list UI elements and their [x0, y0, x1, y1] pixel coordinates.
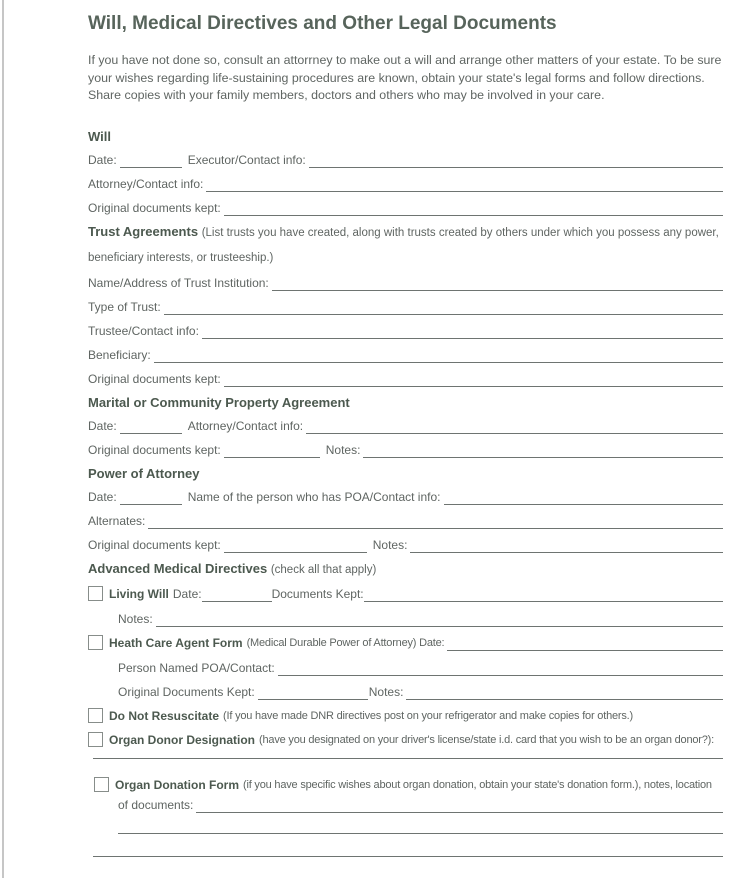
- health-agent-notes-line[interactable]: [406, 686, 723, 700]
- marital-notes-label: Notes:: [325, 442, 361, 457]
- health-agent-person-label: Person Named POA/Contact:: [118, 660, 275, 675]
- dnr-checkbox[interactable]: [88, 708, 103, 723]
- organ-donor-note: (have you designated on your driver's license/state i.d. card that you wish to be an organ donor?):: [259, 733, 714, 746]
- poa-name-line[interactable]: [444, 491, 724, 505]
- poa-date-label: Date:: [88, 489, 117, 504]
- section-heading-marital: Marital or Community Property Agreement: [88, 394, 350, 410]
- marital-date-line[interactable]: [120, 420, 182, 434]
- health-agent-docs-row: [118, 683, 723, 700]
- donation-form-row: [94, 776, 723, 793]
- poa-alternates-line[interactable]: [148, 515, 723, 529]
- trust-beneficiary-label: Beneficiary:: [88, 347, 151, 362]
- trust-trustee-row: [88, 322, 723, 339]
- poa-alternates-label: Alternates:: [88, 513, 146, 528]
- trust-heading-label: Trust Agreements: [88, 223, 199, 239]
- will-original-docs-row: [88, 199, 723, 216]
- marital-original-docs-label: Original documents kept:: [88, 442, 221, 457]
- organ-donor-row: [88, 731, 723, 748]
- living-will-checkbox[interactable]: [88, 586, 103, 601]
- trust-beneficiary-row: [88, 346, 723, 363]
- health-agent-notes-label: Notes:: [368, 684, 404, 699]
- dnr-row: [88, 707, 723, 724]
- organ-donor-checkbox[interactable]: [88, 732, 103, 747]
- marital-date-attorney-row: [88, 417, 723, 434]
- bottom-blank-line[interactable]: [93, 856, 723, 857]
- living-will-date-label: Date:: [172, 586, 202, 601]
- living-will-notes-label: Notes:: [118, 611, 153, 626]
- trust-name-address-label: Name/Address of Trust Institution:: [88, 275, 269, 290]
- will-original-docs-label: Original documents kept:: [88, 200, 221, 215]
- marital-attorney-line[interactable]: [306, 420, 723, 434]
- trust-heading-line2: [88, 250, 723, 267]
- organ-donor-label: Organ Donor Designation: [109, 732, 256, 747]
- will-executor-line[interactable]: [309, 154, 723, 168]
- page-title: Will, Medical Directives and Other Legal Documents: [88, 13, 557, 34]
- health-agent-person-row: [118, 659, 723, 676]
- health-agent-row: [88, 634, 723, 651]
- trust-type-line[interactable]: [164, 301, 723, 315]
- marital-original-docs-line[interactable]: [224, 444, 320, 458]
- poa-date-line[interactable]: [120, 491, 182, 505]
- poa-original-docs-label: Original documents kept:: [88, 537, 221, 552]
- organ-donor-answer-line[interactable]: [93, 758, 723, 759]
- amd-heading-note: (check all that apply): [270, 563, 377, 576]
- section-heading-amd: [88, 560, 723, 579]
- will-attorney-row: [88, 175, 723, 192]
- trust-heading-note2: beneficiary interests, or trusteeship.): [88, 251, 274, 264]
- donation-form-label: Organ Donation Form: [115, 777, 239, 792]
- dnr-note: (If you have made DNR directives post on your refrigerator and make copies for others.): [223, 709, 633, 722]
- health-agent-person-line[interactable]: [278, 662, 723, 676]
- trust-heading-note1: (List trusts you have created, along with trusts created by others under which you possess any power,: [201, 226, 719, 239]
- poa-date-name-row: [88, 488, 723, 505]
- trust-name-address-row: [88, 274, 723, 291]
- form-content: [88, 13, 723, 857]
- will-executor-label: Executor/Contact info:: [187, 152, 306, 167]
- health-agent-checkbox[interactable]: [88, 635, 103, 650]
- marital-attorney-label: Attorney/Contact info:: [187, 418, 304, 433]
- donation-form-note: (if you have specific wishes about organ donation, obtain your state's donation form.), notes, location: [243, 778, 712, 791]
- poa-alternates-row: [88, 512, 723, 529]
- will-date-executor-row: [88, 151, 723, 168]
- poa-original-docs-line[interactable]: [224, 539, 367, 553]
- section-heading-trust: [88, 223, 723, 267]
- health-agent-label: Heath Care Agent Form: [109, 635, 243, 650]
- health-agent-docs-label: Original Documents Kept:: [118, 684, 255, 699]
- will-attorney-label: Attorney/Contact info:: [88, 176, 204, 191]
- living-will-docs-label: Documents Kept:: [271, 586, 364, 601]
- marital-docs-notes-row: [88, 441, 723, 458]
- donation-form-checkbox[interactable]: [94, 777, 109, 792]
- donation-form-extra-line[interactable]: [118, 833, 723, 834]
- donation-form-documents-row: [118, 796, 723, 813]
- marital-notes-line[interactable]: [363, 444, 723, 458]
- living-will-label: Living Will: [109, 586, 169, 601]
- living-will-docs-line[interactable]: [364, 588, 723, 602]
- trust-original-docs-label: Original documents kept:: [88, 371, 221, 386]
- will-original-docs-line[interactable]: [224, 202, 723, 216]
- donation-form-note2: of documents:: [118, 797, 194, 812]
- section-heading-poa: Power of Attorney: [88, 465, 200, 481]
- trust-name-address-line[interactable]: [272, 277, 723, 291]
- trust-trustee-label: Trustee/Contact info:: [88, 323, 199, 338]
- trust-heading-line1: [88, 223, 723, 242]
- will-date-line[interactable]: [120, 154, 182, 168]
- poa-notes-line[interactable]: [410, 539, 723, 553]
- health-agent-docs-line[interactable]: [258, 686, 368, 700]
- poa-name-label: Name of the person who has POA/Contact info:: [187, 489, 441, 504]
- dnr-label: Do Not Resuscitate: [109, 708, 220, 723]
- living-will-row: [88, 585, 723, 602]
- section-heading-will: Will: [88, 128, 111, 144]
- will-date-label: Date:: [88, 152, 117, 167]
- page-left-edge-rule: [2, 0, 4, 878]
- trust-original-docs-line[interactable]: [224, 373, 723, 387]
- poa-notes-label: Notes:: [372, 537, 408, 552]
- trust-trustee-line[interactable]: [202, 325, 723, 339]
- health-agent-note: (Medical Durable Power of Attorney) Date:: [246, 636, 445, 649]
- trust-type-label: Type of Trust:: [88, 299, 161, 314]
- living-will-notes-line[interactable]: [156, 613, 723, 627]
- donation-form-documents-line[interactable]: [196, 799, 723, 813]
- marital-date-label: Date:: [88, 418, 117, 433]
- living-will-date-line[interactable]: [202, 588, 272, 602]
- trust-type-row: [88, 298, 723, 315]
- living-will-notes-row: [118, 610, 723, 627]
- poa-docs-notes-row: [88, 536, 723, 553]
- trust-original-docs-row: [88, 370, 723, 387]
- health-agent-date-line[interactable]: [447, 637, 723, 651]
- intro-paragraph: If you have not done so, consult an attorrney to make out a will and arrange other matters of your estate. To be sure your wishes regarding life-sustaining procedures are known, obtain your state's legal forms and follow directions. Share copies with your family members, doctors and others who may be involved in your care.: [88, 53, 722, 102]
- trust-beneficiary-line[interactable]: [154, 349, 723, 363]
- will-attorney-line[interactable]: [206, 178, 723, 192]
- amd-heading-label: Advanced Medical Directives: [88, 560, 268, 576]
